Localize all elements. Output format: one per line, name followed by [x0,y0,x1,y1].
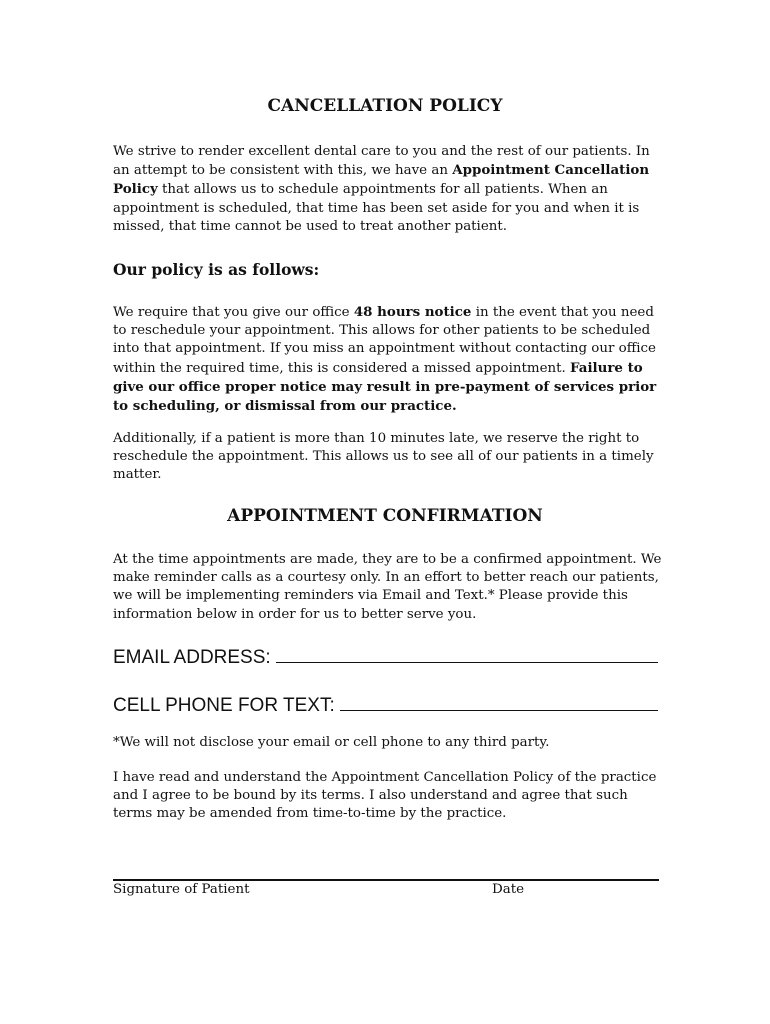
signature-line[interactable] [113,879,659,881]
email-field[interactable] [113,644,658,669]
privacy-disclaimer: *We will not disclose your email or cell phone to any third party. [113,735,550,750]
signature-of-patient-label: Signature of Patient [113,882,250,897]
policy-text-2: in the event that you need to reschedule your appointment. This allows for other patients to be scheduled into that appointment. If you miss an appointment without contacting our office within the required time, this is considered a missed appointment. [113,305,656,376]
policy-paragraph [113,303,663,416]
cancellation-intro-paragraph [113,143,663,236]
late-policy-paragraph: Additionally, if a patient is more than 10 minutes late, we reserve the right to reschedule the appointment. This allows us to see all of our patients in a timely matter. [113,431,654,483]
email-blank-line[interactable] [276,644,658,663]
intro-bold-policy-name: Appointment Cancellation Policy [113,162,650,198]
email-label: EMAIL ADDRESS: [113,647,276,668]
cell-phone-field[interactable] [113,692,658,717]
cell-phone-label: CELL PHONE FOR TEXT: [113,695,340,716]
policy-text-1: We require that you give our office [113,305,354,320]
appointment-confirmation-title: APPOINTMENT CONFIRMATION [227,506,543,526]
confirmation-intro-paragraph: At the time appointments are made, they are to be a confirmed appointment. We make reminder calls as a courtesy only. In an effort to better reach our patients, we will be implementing reminders via Email and Text.* Please provide this information below in order for us to better serve you. [113,552,662,622]
date-label: Date [492,882,525,897]
intro-text-1: We strive to render excellent dental care to you and the rest of our patients. In an attempt to be consistent with this, we have an [113,144,650,179]
policy-heading: Our policy is as follows: [113,260,320,279]
cancellation-policy-title: CANCELLATION POLICY [267,96,503,116]
intro-text-2: that allows us to schedule appointments for all patients. When an appointment is scheduled, that time has been set aside for you and when it is missed, that time cannot be used to treat another patient. [113,182,640,234]
policy-bold-notice: 48 hours notice [353,304,472,320]
cell-phone-blank-line[interactable] [340,692,658,711]
agreement-paragraph: I have read and understand the Appointment Cancellation Policy of the practice and I agree to be bound by its terms. I also understand and agree that such terms may be amended from time-to-time by the practice. [113,770,657,822]
policy-bold-failure: Failure to give our office proper notice may result in pre-payment of services prior to scheduling, or dismissal from our practice. [113,359,657,415]
